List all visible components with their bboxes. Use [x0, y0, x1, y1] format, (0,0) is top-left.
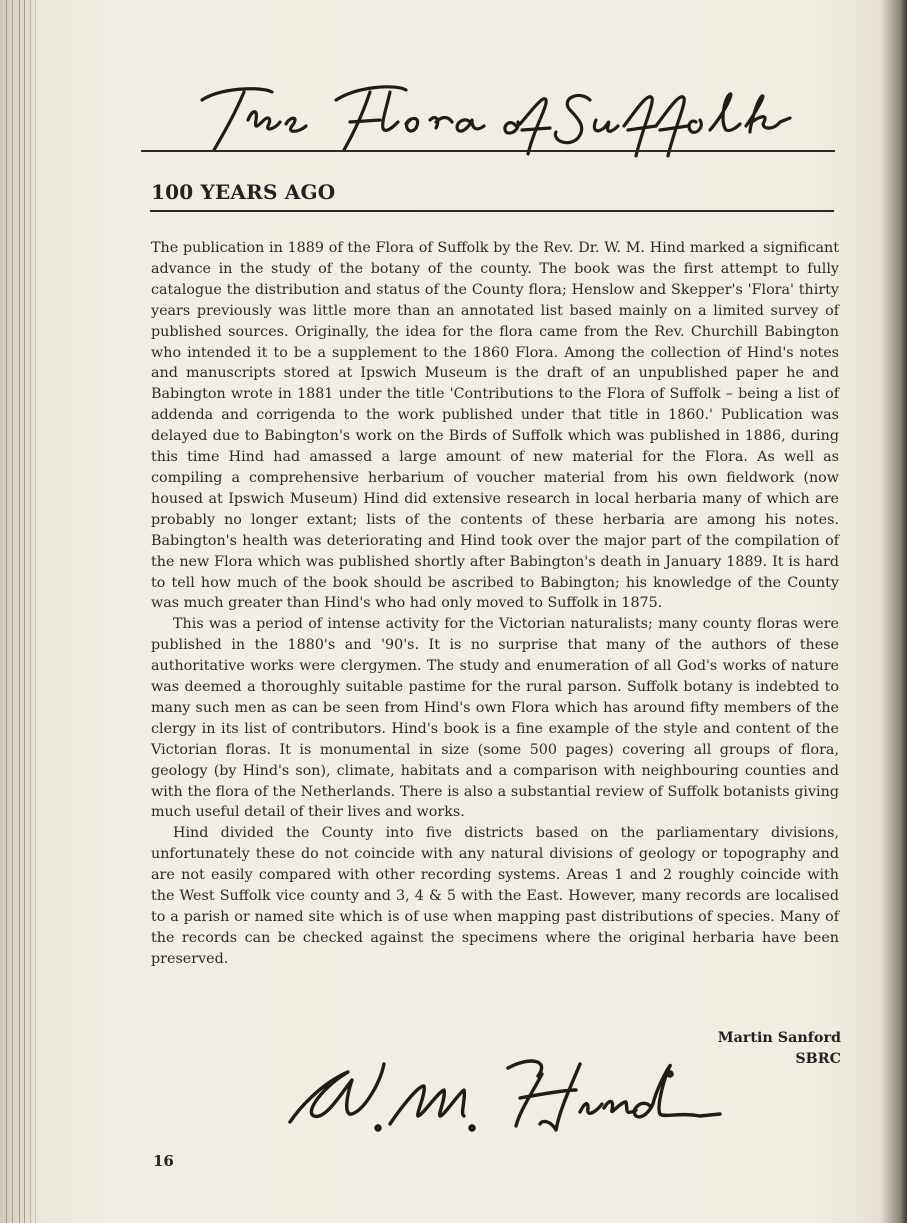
paragraph-1: The publication in 1889 of the Flora of Suffolk by the Rev. Dr. W. M. Hind marked a significant advance in the study of the botany of the county. The book was the first attempt to fully catalogue the distribution and status of the County flora; Henslow and Skepper's 'Flora' thirty years previously was little more than an annotated list based mainly on a limited survey of published sources. Originally, the idea for the flora came from the Rev. Churchill Babington who intended it to be a supplement to the 1860 Flora. Among the collection of Hind's notes and manuscripts stored at Ipswich Museum is the draft of an unpublished paper he and Babington wrote in 1881 under the title 'Contributions to the Flora of Suffolk – being a list of addenda and corrigenda to the work published under that title in 1860.' Publication was delayed due to Babington's work on the Birds of Suffolk which was published in 1886, during this time Hind had amassed a large amount of new material for the Flora. As well as compiling a comprehensive herbarium of voucher material from his own fieldwork (now housed at Ipswich Museum) Hind did extensive research in local herbaria many of which are probably no longer extant; lists of the contents of these herbaria are among his notes. Babington's health was deteriorating and Hind took over the major part of the compilation of the new Flora which was published shortly after Babington's death in January 1889. It is hard to tell how much of the book should be ascribed to Babington; his knowledge of the County was much greater than Hind's who had only moved to Suffolk in 1875. — [151, 240, 839, 612]
title-signature-image — [140, 70, 840, 160]
title-underline — [141, 150, 835, 152]
section-heading: 100 YEARS AGO — [151, 180, 336, 204]
article-body — [151, 238, 839, 970]
author-org: SBRC — [795, 1051, 841, 1067]
paragraph-2: This was a period of intense activity for the Victorian naturalists; many county floras were published in the 1880's and '90's. It is no surprise that many of the authors of these authoritative works were clergymen. The study and enumeration of all God's works of nature was deemed a thoroughly suitable pastime for the rural parson. Suffolk botany is indebted to many such men as can be seen from Hind's own Flora which has around fifty members of the clergy in its list of contributors. Hind's book is a fine example of the style and content of the Victorian floras. It is monumental in size (some 500 pages) covering all groups of flora, geology (by Hind's son), climate, habitats and a comparison with neighbouring counties and with the flora of the Netherlands. There is also a substantial review of Suffolk botanists giving much useful detail of their lives and works. — [151, 616, 839, 821]
heading-rule — [150, 210, 834, 212]
author-name: Martin Sanford — [717, 1030, 841, 1046]
page-number: 16 — [153, 1152, 174, 1170]
paragraph-3: Hind divided the County into five districts based on the parliamentary divisions, unfortunately these do not coincide with any natural divisions of geology or topography and are not easily compared with other recording systems. Areas 1 and 2 roughly coincide with the West Suffolk vice county and 3, 4 & 5 with the East. However, many records are localised to a parish or named site which is of use when mapping past distributions of species. Many of the records can be checked against the specimens where the original herbaria have been preserved. — [151, 825, 839, 967]
book-binding — [0, 0, 38, 1223]
hind-signature-image — [280, 1050, 740, 1140]
